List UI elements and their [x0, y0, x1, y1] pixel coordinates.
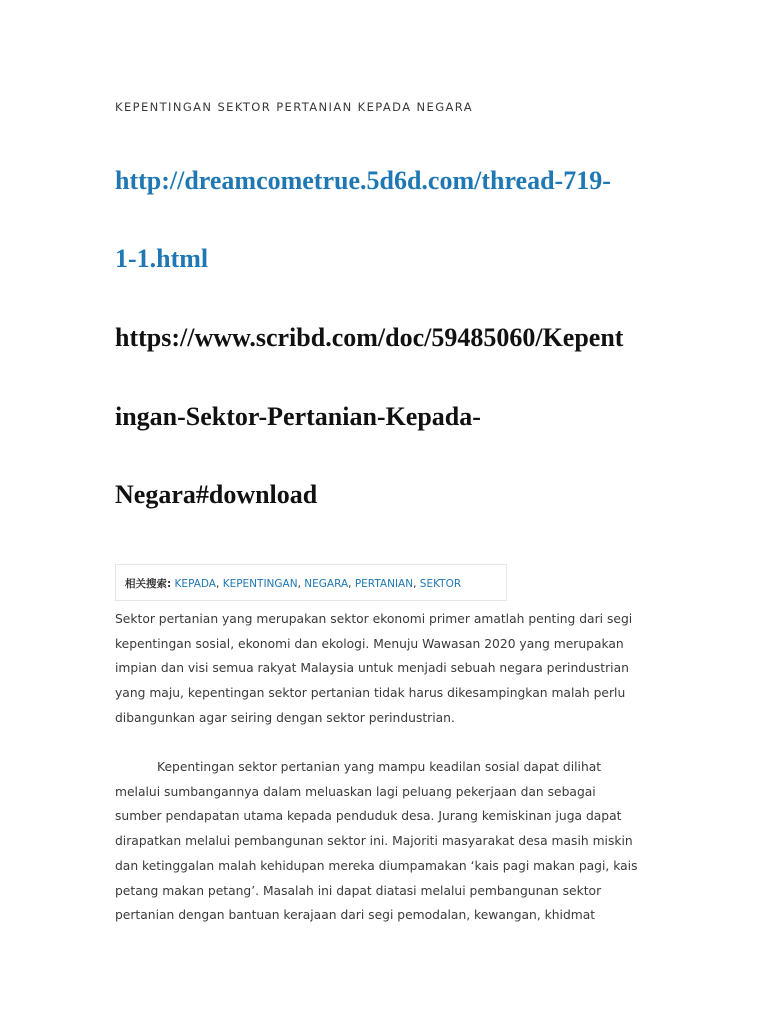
link-dreamcometrue-line-1[interactable]: http://dreamcometrue.5d6d.com/thread-719-: [115, 166, 611, 195]
tag-kepada[interactable]: KEPADA: [174, 578, 216, 590]
paragraph-1-line: kepentingan sosial, ekonomi dan ekologi. Menuju Wawasan 2020 yang merupakan: [115, 636, 624, 651]
scribd-url-line-1: https://www.scribd.com/doc/59485060/Kepent: [115, 323, 624, 352]
paragraph-2-line: petang makan petang’. Masalah ini dapat diatasi melalui pembangunan sektor: [115, 883, 602, 898]
tag-sektor[interactable]: SEKTOR: [419, 578, 462, 590]
scribd-url-line-2: ingan-Sektor-Pertanian-Kepada-: [115, 402, 481, 431]
paragraph-1: [115, 607, 675, 731]
paragraph-2-line: dan ketinggalan malah kehidupan mereka diumpamakan ‘kais pagi makan pagi, kais: [115, 858, 638, 873]
tag-pertanian[interactable]: PERTANIAN: [354, 578, 414, 590]
paragraph-1-line: dibangunkan agar seiring dengan sektor perindustrian.: [115, 710, 455, 725]
paragraph-2-line: pertanian dengan bantuan kerajaan dari segi pemodalan, kewangan, khidmat: [115, 908, 596, 923]
tag-kepentingan[interactable]: KEPENTINGAN: [222, 578, 298, 590]
document-title: KEPENTINGAN SEKTOR PERTANIAN KEPADA NEGARA: [115, 100, 473, 114]
paragraph-1-line: Sektor pertanian yang merupakan sektor ekonomi primer amatlah penting dari segi: [115, 612, 633, 626]
paragraph-1-line: yang maju, kepentingan sektor pertanian tidak harus dikesampingkan malah perlu: [115, 686, 626, 701]
related-tags-label: 相关搜索:: [125, 578, 172, 590]
paragraph-2-line: dirapatkan melalui pembangunan sektor ini. Majoriti masyarakat desa masih miskin: [115, 834, 633, 849]
scribd-url-line-3: Negara#download: [115, 480, 318, 509]
paragraph-2-line: sumber pendapatan utama kepada penduduk desa. Jurang kemiskinan juga dapat: [115, 809, 622, 824]
paragraph-1-line: impian dan visi semua rakyat Malaysia untuk menjadi sebuah negara perindustrian: [115, 661, 629, 676]
tag-negara[interactable]: NEGARA: [304, 578, 349, 590]
related-tags-box: 相关搜索: KEPADA, KEPENTINGAN, NEGARA, PERTANIAN, SEKTOR: [115, 564, 507, 601]
paragraph-2-line: melalui sumbangannya dalam meluaskan lagi peluang pekerjaan dan sebagai: [115, 784, 596, 799]
paragraph-2-line: Kepentingan sektor pertanian yang mampu keadilan sosial dapat dilihat: [157, 760, 602, 774]
link-dreamcometrue-line-2[interactable]: 1-1.html: [115, 244, 209, 273]
paragraph-2: [115, 755, 675, 928]
